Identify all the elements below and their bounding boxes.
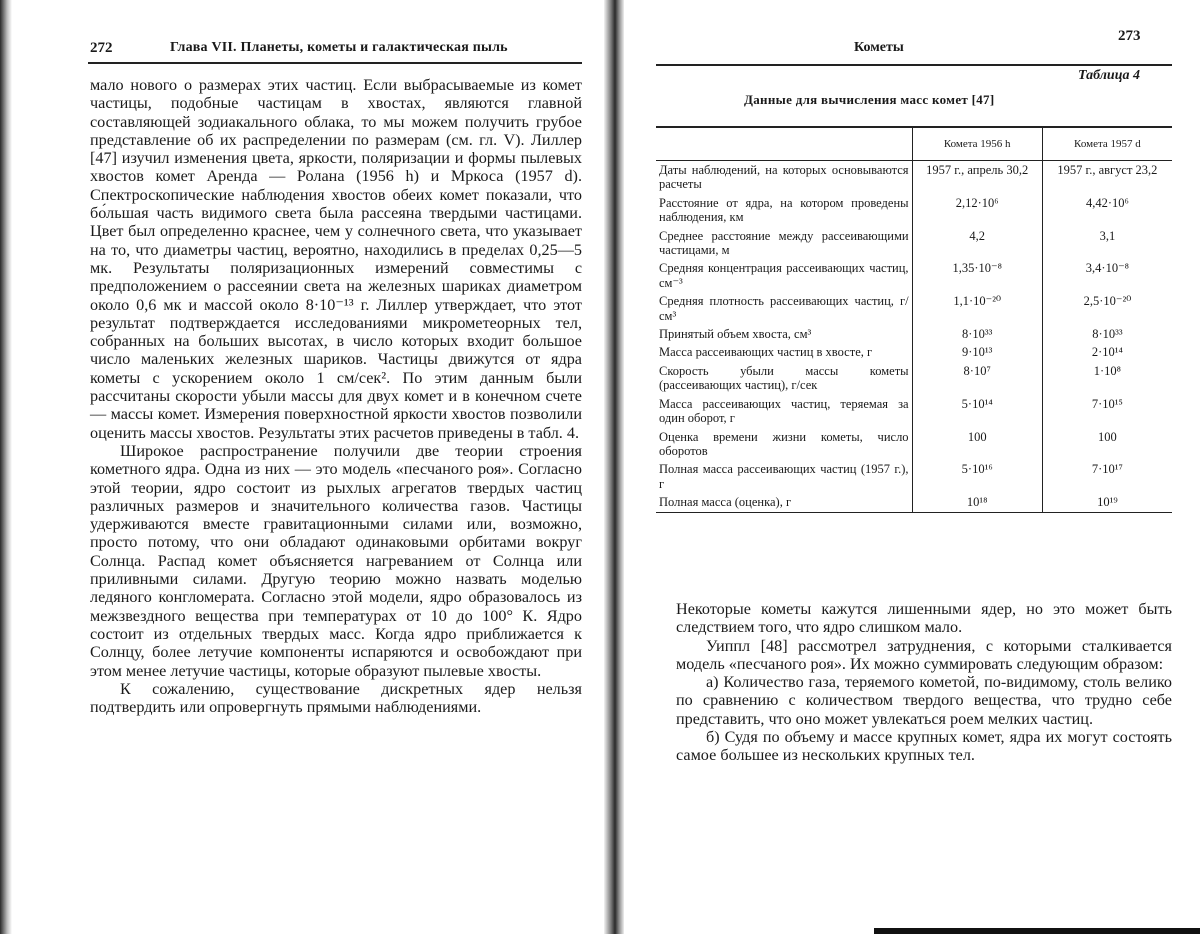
table-row xyxy=(656,493,1172,512)
left-paragraph-3: К сожалению, существование дискретных ядер нельзя подтвердить или опровергнуть прямыми наблюдениями. xyxy=(90,679,582,717)
right-paragraph-2: Уиппл [48] рассмотрел затруднения, с которыми сталкивается модель «песчаного роя». Их можно суммировать следующим образом: xyxy=(676,636,1172,673)
table-cell-comet-1957d: 3,4·10⁻⁸ xyxy=(1042,259,1172,292)
table-cell-comet-1957d: 10¹⁹ xyxy=(1042,493,1172,512)
table-cell-comet-1957d: 8·10³³ xyxy=(1042,325,1172,343)
table-cell-param: Полная масса рассеивающих частиц (1957 г.), г xyxy=(659,462,909,491)
table-row xyxy=(656,362,1172,395)
left-paragraph-1: мало нового о размерах этих частиц. Если выбрасываемые из комет частицы, подобные частицам в хвостах, являются главной составляющей зодиакального облака, то мы можем получить грубое представление об их распределении по размерам (см. гл. V). Лиллер [47] изучил изменения цвета, яркости, поляризации и формы пылевых хвостов комет Аренда — Ролана (1956 h) и Мркоса (1957 d). Спектроскопические наблюдения хвостов обеих комет показали, что бо́льшая часть видимого света была рассеяна твердыми частицами. Цвет был определенно краснее, чем у солнечного света, что указывает на то, что диаметры частиц, вероятно, находились в пределах 0,25—5 мк. Результаты поляризационных измерений совместимы с предположением о рассеянии света на железных шариках диаметром около 0,6 мк и массой около 8·10⁻¹³ г. Лиллер утверждает, что этот результат подтверждается исследованиями микрометеорных тел, собранных на больших высотах, в число которых входит большое число маленьких железных шариков. Частицы движутся от ядра кометы с ускорением около 1 см/сек². По этим данным были рассчитаны скорости убыли массы для двух комет и в конечном счете — массы комет. Измерения поверхностной яркости хвостов позволили оценить массы хвостов. Результаты этих расчетов приведены в табл. 4. xyxy=(90,76,582,442)
table-cell-param: Полная масса (оценка), г xyxy=(656,493,912,512)
table-cell-param: Расстояние от ядра, на котором проведены наблюдения, км xyxy=(659,195,909,225)
right-paragraph-4: б) Судя по объему и массе крупных комет, ядра их могут состоять самое большее из нескольких крупных тел. xyxy=(676,728,1172,765)
table-cell-comet-1956h: 100 xyxy=(912,428,1042,461)
left-body xyxy=(90,76,582,716)
table-cell-param: Средняя концентрация рассеивающих частиц, см⁻³ xyxy=(659,261,909,290)
left-page-number: 272 xyxy=(90,40,113,56)
table-cell-comet-1956h: 2,12·10⁶ xyxy=(912,194,1042,227)
table-cell-param: Даты наблюдений, на которых основываются расчеты xyxy=(659,163,909,192)
table-header-row xyxy=(656,127,1172,161)
table-cell-param: Скорость убыли массы кометы (рассеивающих частиц), г/сек xyxy=(659,363,909,393)
table-row xyxy=(656,428,1172,461)
table-cell-param: Принятый объем хвоста, см³ xyxy=(659,327,812,342)
page-bottom-edge xyxy=(874,928,1200,934)
table-cell-comet-1956h: 10¹⁸ xyxy=(912,493,1042,512)
table-cell-param: Средняя плотность рассеивающих частиц, г/см³ xyxy=(659,294,909,323)
table-cell-comet-1956h: 8·10³³ xyxy=(912,325,1042,343)
left-paragraph-2: Широкое распространение получили две теории строения кометного ядра. Одна из них — это модель «песчаного роя». Согласно этой теории, ядро состоит из рыхлых агрегатов твердых частиц различных размеров и значительного количества газов. Частицы удерживаются вместе гравитационными силами или, возможно, просто потому, что они обладают одинаковыми орбитами вокруг Солнца. Распад комет объясняется нагреванием от Солнца или приливными силами. Другую теорию можно назвать моделью ледяного конгломерата. Согласно этой модели, ядро образовалось из межзвездного вещества при температурах от 10 до 100° К. Ядро состоит из отдельных твердых масс. Когда ядро приближается к Солнцу, более летучие компоненты испаряются и освобождают при этом менее летучие частицы, которые образуют пылевые хвосты. xyxy=(90,441,582,680)
table-cell-comet-1956h: 1,1·10⁻²⁰ xyxy=(912,292,1042,325)
table-cell-comet-1956h: 5·10¹⁴ xyxy=(912,395,1042,428)
table-number: Таблица 4 xyxy=(1078,68,1140,83)
table-cell-param: Оценка времени жизни кометы, число оборотов xyxy=(659,429,909,458)
table-cell-comet-1956h: 4,2 xyxy=(912,227,1042,260)
table-cell-comet-1956h: 5·10¹⁶ xyxy=(912,460,1042,493)
table-cell-param: Среднее расстояние между рассеивающими частицами, м xyxy=(659,228,909,258)
book-gutter xyxy=(604,0,624,934)
table-row xyxy=(656,395,1172,428)
table-row xyxy=(656,343,1172,361)
table-cell-comet-1956h: 1,35·10⁻⁸ xyxy=(912,259,1042,292)
table-cell-comet-1957d: 1957 г., август 23,2 xyxy=(1042,161,1172,194)
right-page xyxy=(624,0,1200,934)
table-cell-comet-1956h: 1957 г., апрель 30,2 xyxy=(912,161,1042,194)
right-header-rule xyxy=(656,64,1172,66)
right-paragraph-1: Некоторые кометы кажутся лишенными ядер, но это может быть следствием того, что ядро слишком мало. xyxy=(676,600,1172,637)
table-cell-comet-1957d: 7·10¹⁷ xyxy=(1042,460,1172,493)
table-row xyxy=(656,292,1172,325)
left-running-head: Глава VII. Планеты, кометы и галактическая пыль xyxy=(170,40,508,55)
table-row xyxy=(656,460,1172,493)
table-row xyxy=(656,194,1172,227)
table-header-comet-1957d: Комета 1957 d xyxy=(1042,127,1172,161)
table-cell-comet-1957d: 1·10⁸ xyxy=(1042,362,1172,395)
table-cell-comet-1957d: 100 xyxy=(1042,428,1172,461)
table-title: Данные для вычисления масс комет [47] xyxy=(744,92,995,107)
left-header-rule xyxy=(88,62,582,64)
table-cell-comet-1956h: 8·10⁷ xyxy=(912,362,1042,395)
right-page-number: 273 xyxy=(1118,28,1141,44)
table-header-comet-1956h: Комета 1956 h xyxy=(912,127,1042,161)
table-cell-comet-1957d: 2·10¹⁴ xyxy=(1042,343,1172,361)
table-body xyxy=(656,161,1172,513)
table-row xyxy=(656,227,1172,260)
table-row xyxy=(656,325,1172,343)
table-row xyxy=(656,161,1172,194)
table-cell-comet-1957d: 7·10¹⁵ xyxy=(1042,395,1172,428)
table-cell-comet-1957d: 3,1 xyxy=(1042,227,1172,260)
table-header-param xyxy=(656,127,912,161)
right-paragraph-3: а) Количество газа, теряемого кометой, по-видимому, столь велико по сравнению с количеством твердого вещества, что трудно себе представить, что оно может увлекаться роем мелких частиц. xyxy=(676,673,1172,728)
table-cell-comet-1957d: 4,42·10⁶ xyxy=(1042,194,1172,227)
table-cell-comet-1957d: 2,5·10⁻²⁰ xyxy=(1042,292,1172,325)
right-body xyxy=(676,600,1172,765)
table-cell-param: Масса рассеивающих частиц, теряемая за один оборот, г xyxy=(659,396,909,426)
table-cell-param: Масса рассеивающих частиц в хвосте, г xyxy=(659,345,873,360)
table-cell-comet-1956h: 9·10¹³ xyxy=(912,343,1042,361)
right-running-head: Кометы xyxy=(854,40,904,55)
comet-data-table xyxy=(656,126,1172,513)
table-row xyxy=(656,259,1172,292)
